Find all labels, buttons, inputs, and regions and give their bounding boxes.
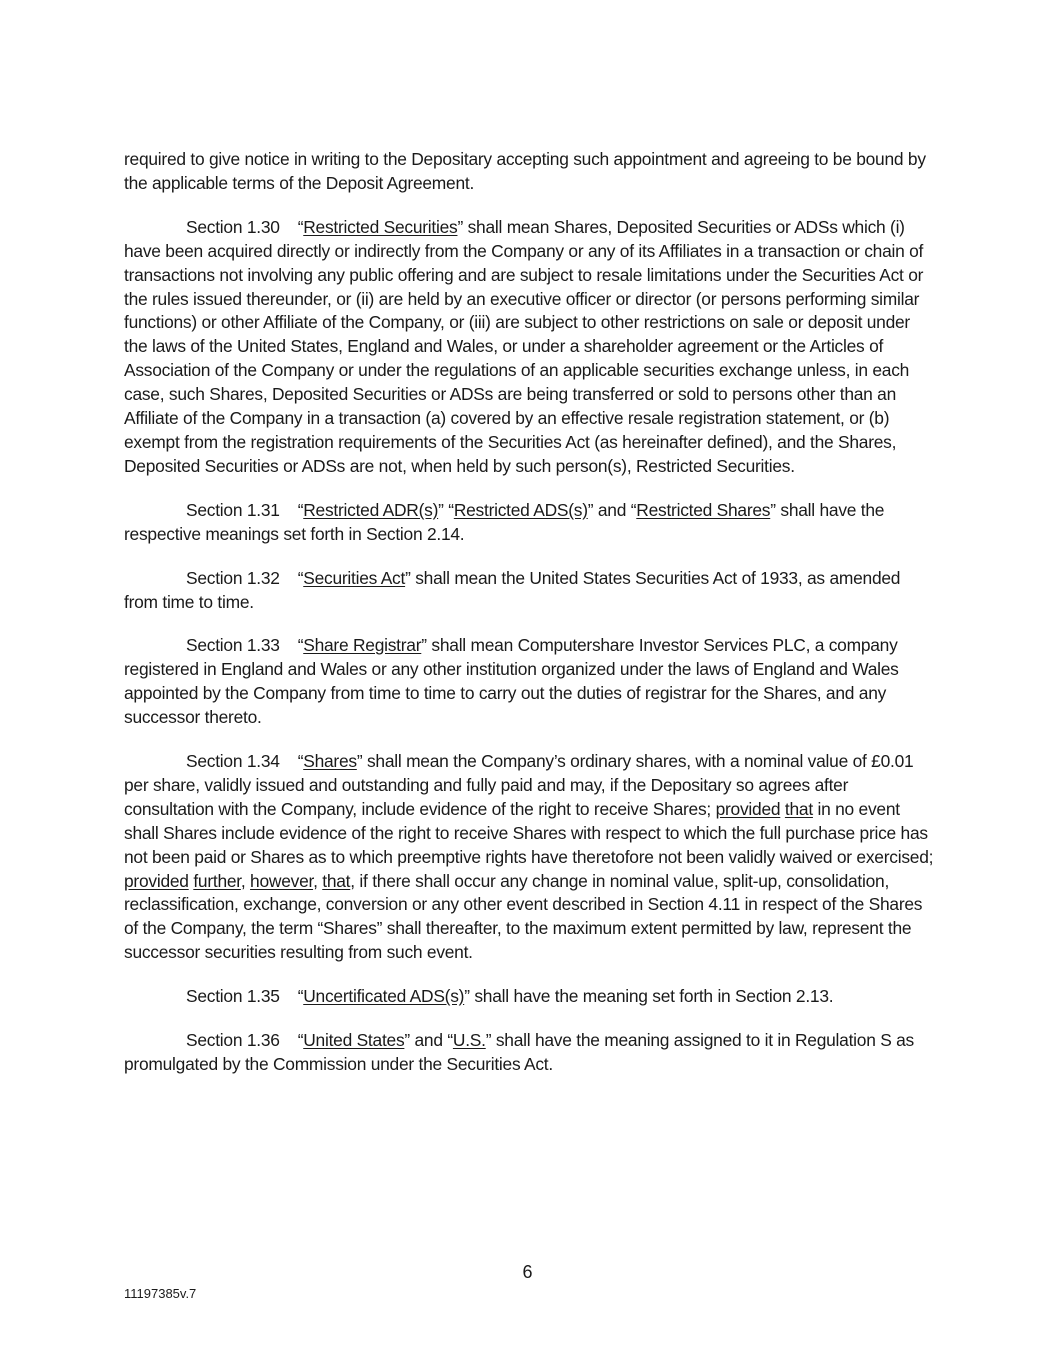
section-number: Section 1.36 xyxy=(186,1030,280,1051)
underlined-word: however xyxy=(250,870,314,891)
defined-term: Uncertificated ADS(s) xyxy=(303,986,465,1007)
section-number: Section 1.35 xyxy=(186,986,280,1007)
underlined-word: that xyxy=(322,870,351,891)
underlined-word: provided xyxy=(124,870,189,891)
defined-term: United States xyxy=(303,1030,405,1051)
paragraph-continuation: required to give notice in writing to the Depositary accepting such appointment and agreeing to be bound by the applicable terms of the Deposit Agreement. xyxy=(124,149,926,193)
section-number: Section 1.34 xyxy=(186,751,280,772)
underlined-word: further xyxy=(193,870,241,891)
paragraph-section-1-36: Section 1.36 “United States” and “U.S.” shall have the meaning assigned to it in Regulation S as promulgated by the Commission under the Securities Act. xyxy=(124,1030,914,1074)
defined-term: Securities Act xyxy=(303,567,406,588)
document-body xyxy=(124,148,934,1097)
paragraph-section-1-31: Section 1.31 “Restricted ADR(s)” “Restricted ADS(s)” and “Restricted Shares” shall have the respective meanings set forth in Section 2.14. xyxy=(124,499,885,544)
defined-term: Restricted Securities xyxy=(303,216,458,237)
defined-term: U.S. xyxy=(452,1030,486,1051)
section-number: Section 1.33 xyxy=(186,635,280,656)
paragraph-section-1-35: Section 1.35 “Uncertificated ADS(s)” shall have the meaning set forth in Section 2.13. xyxy=(186,986,834,1007)
underlined-word: provided xyxy=(715,798,781,819)
defined-term: Restricted ADS(s) xyxy=(453,499,588,520)
paragraph-section-1-32: Section 1.32 “Securities Act” shall mean the United States Securities Act of 1933, as amended from time to time. xyxy=(124,567,901,612)
defined-term: Restricted Shares xyxy=(636,499,771,520)
paragraph-section-1-33: Section 1.33 “Share Registrar” shall mean Computershare Investor Services PLC, a company registered in England and Wales or any other institution organized under the laws of England and Wales appointed by the Company from time to time to carry out the duties of registrar for the Shares, and any successor thereto. xyxy=(124,635,899,728)
document-id: 11197385v.7 xyxy=(124,1286,197,1301)
page-number: 6 xyxy=(522,1262,533,1282)
section-number: Section 1.30 xyxy=(186,216,280,237)
paragraph-section-1-34: Section 1.34 “Shares” shall mean the Company’s ordinary shares, with a nominal value of £0.01 per share, validly issued and outstanding and fully paid and may, if the Depositary so agrees after consultation with the Company, include evidence of the right to receive Shares; provided that in no event shall Shares include evidence of the right to receive Shares with respect to which the full purchase price has not been paid or Shares as to which preemptive rights have theretofore not been validly waived or exercised; provided further, however, that, if there shall occur any change in nominal value, split-up, consolidation, reclassification, exchange, conversion or any other event described in Section 4.11 in respect of the Shares of the Company, the term “Shares” shall thereafter, to the maximum extent permitted by law, represent the successor securities resulting from such event. xyxy=(124,751,934,963)
section-number: Section 1.32 xyxy=(186,567,280,588)
section-number: Section 1.31 xyxy=(186,499,280,520)
defined-term: Shares xyxy=(303,751,357,772)
defined-term: Restricted ADR(s) xyxy=(303,499,439,520)
underlined-word: that xyxy=(784,798,813,819)
defined-term: Share Registrar xyxy=(303,635,422,656)
paragraph-section-1-30: Section 1.30 “Restricted Securities” shall mean Shares, Deposited Securities or ADSs which (i) have been acquired directly or indirectly from the Company or any of its Affiliates in a transaction or chain of transactions not involving any public offering and are subject to resale limitations under the Securities Act or the rules issued thereunder, or (ii) are held by an executive officer or director (or persons performing similar functions) or other Affiliate of the Company, or (iii) are subject to other restrictions on sale or deposit under the laws of the United States, England and Wales, or under a shareholder agreement or the Articles of Association of the Company or under the regulations of an applicable securities exchange unless, in each case, such Shares, Deposited Securities or ADSs are being transferred or sold to persons other than an Affiliate of the Company in a transaction (a) covered by an effective resale registration statement, or (b) exempt from the registration requirements of the Securities Act (as hereinafter defined), and the Shares, Deposited Securities or ADSs are not, when held by such person(s), Restricted Securities. xyxy=(124,216,924,476)
